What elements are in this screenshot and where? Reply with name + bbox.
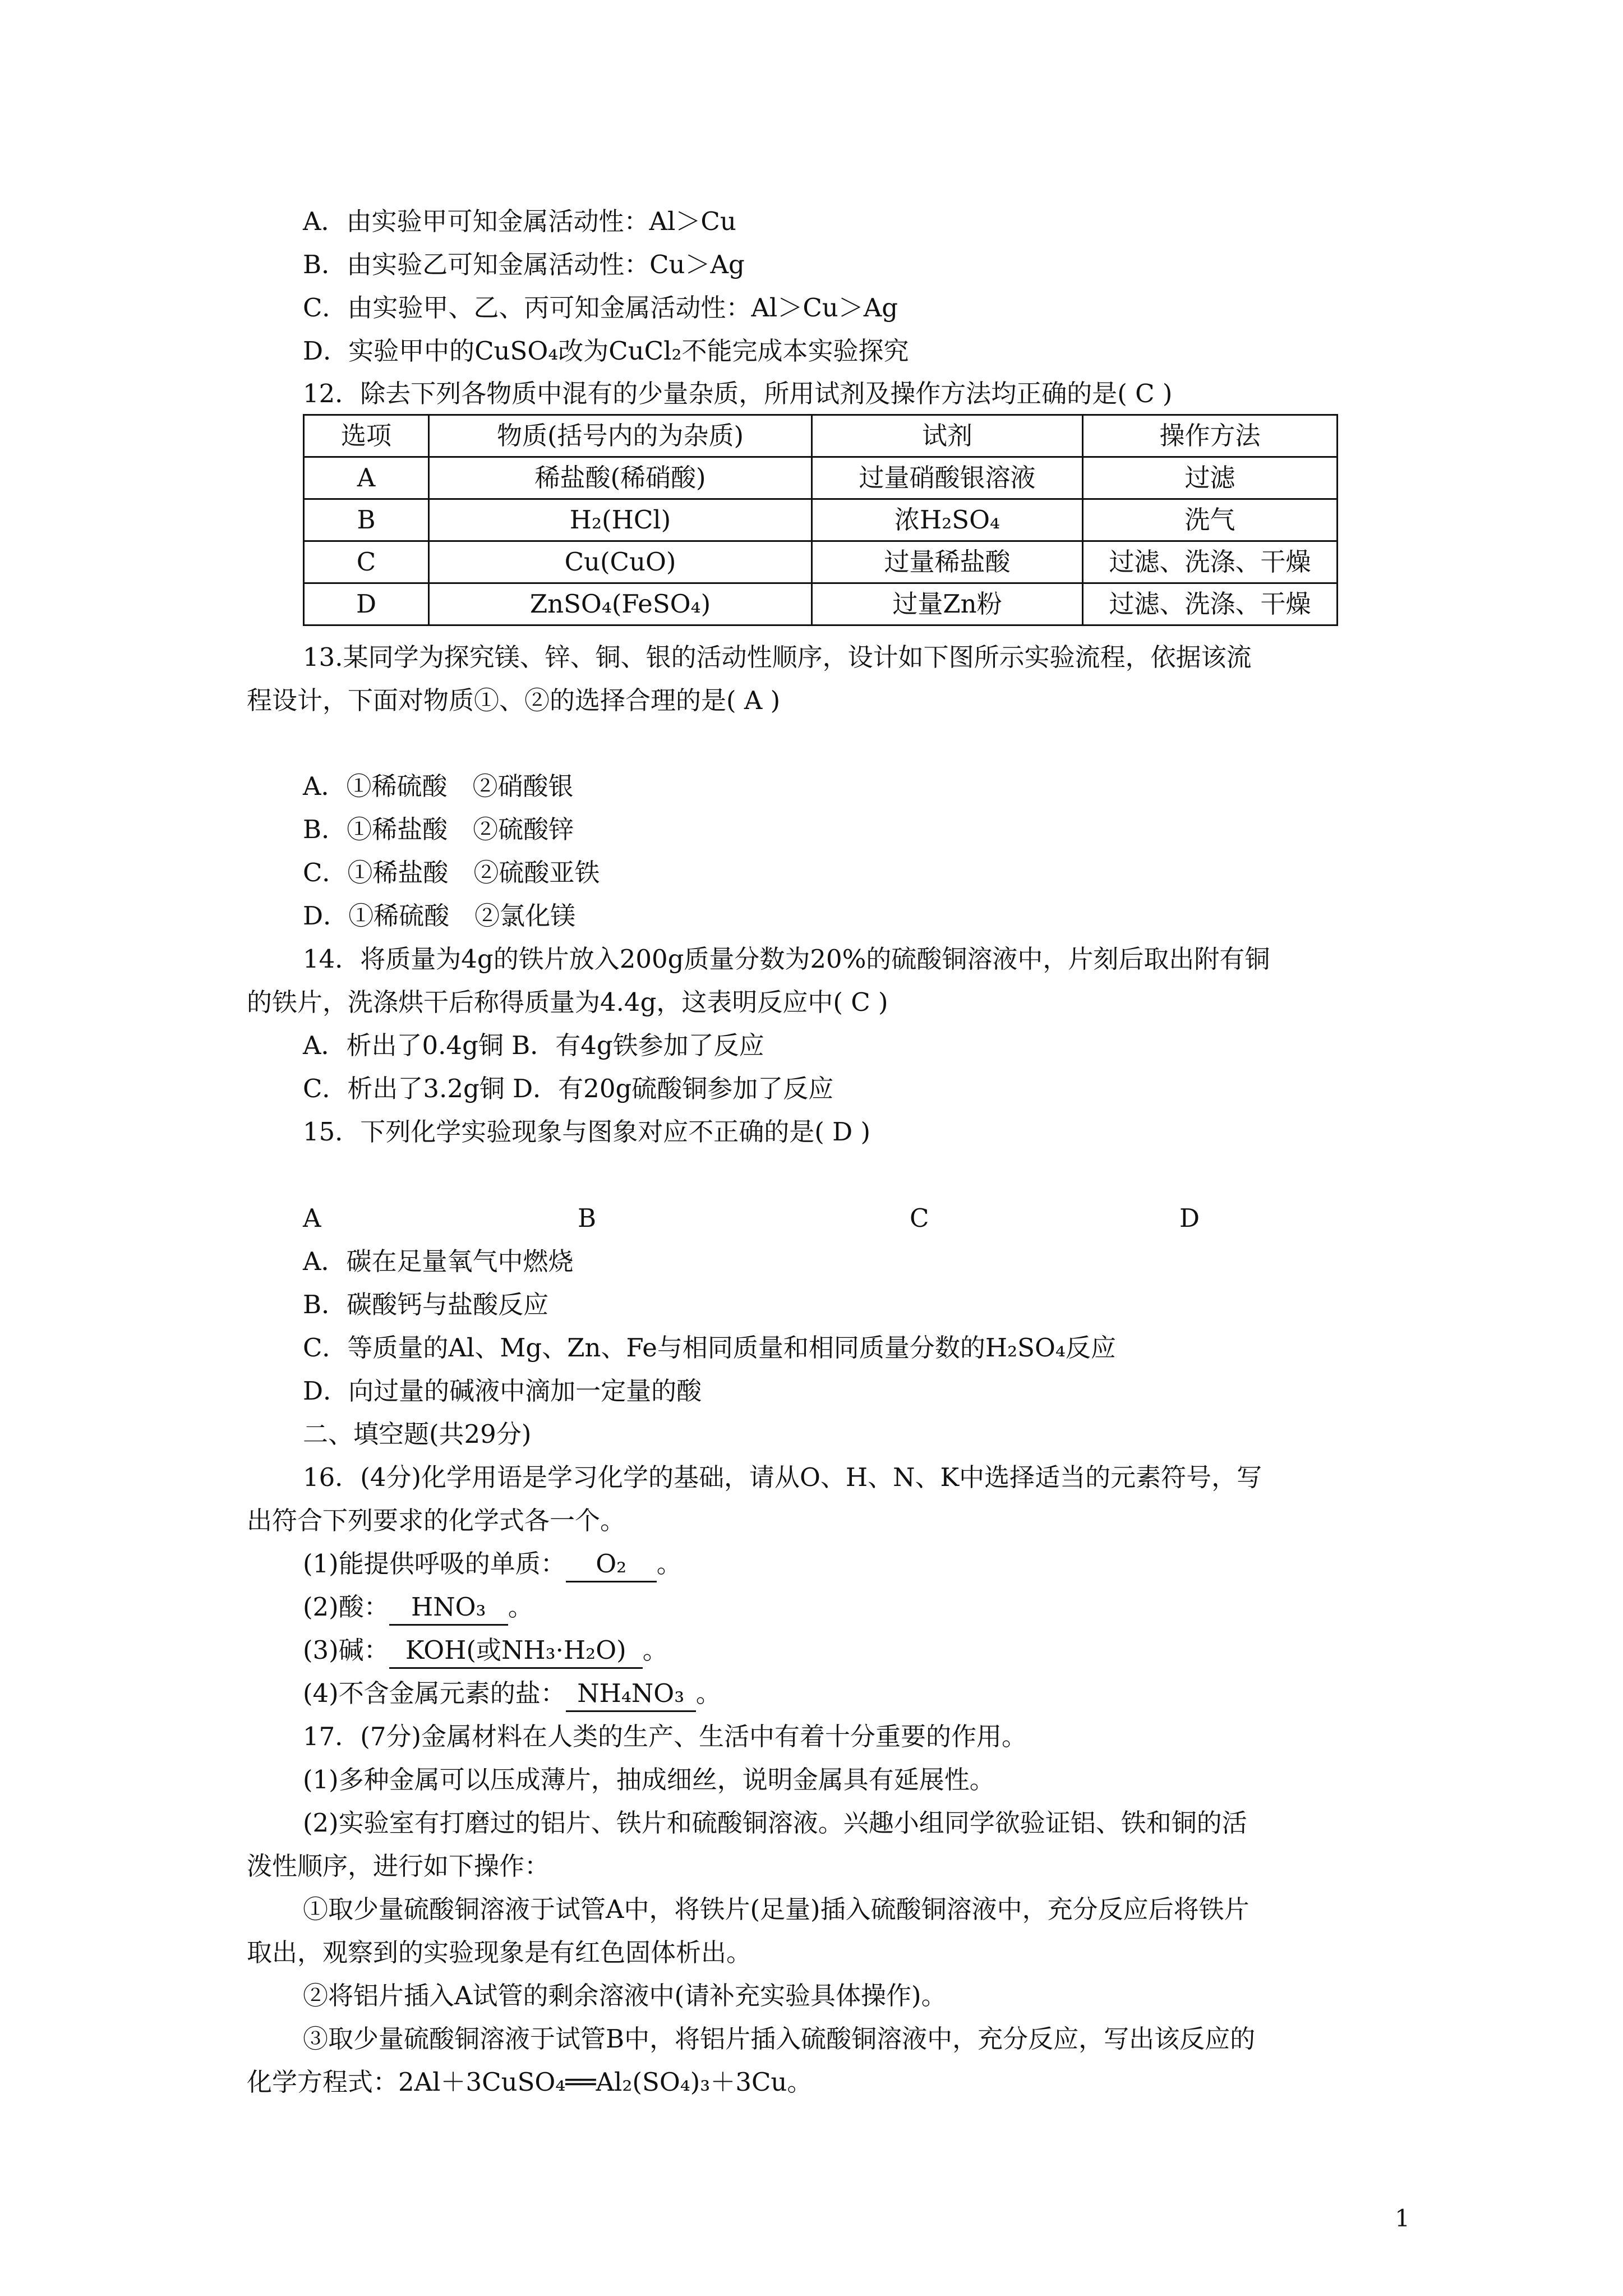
q15-option-b: B．碳酸钙与盐酸反应 (303, 1290, 549, 1319)
q16-stem-line2: 出符合下列要求的化学式各一个。 (247, 1506, 626, 1535)
table-cell: Cu(CuO) (429, 541, 812, 583)
q16-item-3 (303, 1634, 668, 1669)
q16-item-prefix: (2)酸： (303, 1592, 389, 1622)
q15-figure-label-d: D (1179, 1203, 1200, 1233)
q17-line: 化学方程式：2Al＋3CuSO₄══Al₂(SO₄)₃＋3Cu。 (247, 2067, 813, 2097)
q16-item-2 (303, 1590, 533, 1626)
q12-table (303, 414, 1338, 626)
table-cell: 过滤、洗涤、干燥 (1083, 541, 1338, 583)
table-row (304, 541, 1338, 583)
q13-option-b: B．①稀盐酸 ②硫酸锌 (303, 815, 574, 844)
q13-stem-line2: 程设计，下面对物质①、②的选择合理的是( A ) (247, 685, 781, 715)
q15-figure-label-c: C (910, 1203, 929, 1233)
q16-item-prefix: (4)不含金属元素的盐： (303, 1678, 566, 1708)
q16-item-suffix: 。 (508, 1592, 533, 1622)
q13-stem-line1: 13.某同学为探究镁、锌、铜、银的活动性顺序，设计如下图所示实验流程，依据该流 (303, 642, 1252, 672)
table-cell: 过量硝酸银溶液 (812, 457, 1083, 499)
q15-figure-label-a: A (303, 1203, 321, 1233)
table-cell: C (304, 541, 429, 583)
page-number: 1 (1395, 2205, 1410, 2232)
table-cell: 过滤、洗涤、干燥 (1083, 583, 1338, 625)
q15-stem: 15．下列化学实验现象与图象对应不正确的是( D ) (303, 1117, 871, 1147)
table-cell: ZnSO₄(FeSO₄) (429, 583, 812, 625)
q17-line: (2)实验室有打磨过的铝片、铁片和硫酸铜溶液。兴趣小组同学欲验证铝、铁和铜的活 (303, 1808, 1247, 1838)
table-header-row (304, 415, 1338, 457)
q13-option-d: D．①稀硫酸 ②氯化镁 (303, 901, 576, 931)
answer-blank: HNO₃ (389, 1590, 508, 1626)
q17-line: 取出，观察到的实验现象是有红色固体析出。 (247, 1938, 752, 1967)
table-header: 物质(括号内的为杂质) (429, 415, 812, 457)
q14-stem-line2: 的铁片，洗涤烘干后称得质量为4.4g，这表明反应中( C ) (247, 987, 888, 1017)
q16-item-prefix: (3)碱： (303, 1635, 389, 1665)
q16-item-4 (303, 1677, 721, 1712)
q17-line: 17．(7分)金属材料在人类的生产、生活中有着十分重要的作用。 (303, 1722, 1027, 1751)
q15-option-c: C．等质量的Al、Mg、Zn、Fe与相同质量和相同质量分数的H₂SO₄反应 (303, 1333, 1116, 1363)
answer-blank: O₂ (566, 1547, 657, 1582)
q16-item-suffix: 。 (695, 1678, 721, 1708)
answer-blank: KOH(或NH₃·H₂O) (389, 1634, 643, 1669)
answer-blank: NH₄NO₃ (566, 1677, 696, 1712)
q15-figure-label-b: B (578, 1203, 597, 1233)
q17-line: 泼性顺序，进行如下操作： (247, 1851, 550, 1881)
table-cell: B (304, 499, 429, 541)
q16-item-1 (303, 1547, 682, 1582)
q17-line: ②将铝片插入A试管的剩余溶液中(请补充实验具体操作)。 (303, 1981, 947, 2010)
q17-line: ①取少量硫酸铜溶液于试管A中，将铁片(足量)插入硫酸铜溶液中，充分反应后将铁片 (303, 1894, 1249, 1924)
table-cell: D (304, 583, 429, 625)
table-row (304, 457, 1338, 499)
q16-item-suffix: 。 (656, 1549, 682, 1579)
q17-line: (1)多种金属可以压成薄片，抽成细丝，说明金属具有延展性。 (303, 1765, 995, 1795)
table-cell: H₂(HCl) (429, 499, 812, 541)
q15-option-d: D．向过量的碱液中滴加一定量的酸 (303, 1376, 702, 1406)
table-cell: A (304, 457, 429, 499)
q16-item-prefix: (1)能提供呼吸的单质： (303, 1549, 566, 1579)
table-cell: 过滤 (1083, 457, 1338, 499)
q12-stem: 12．除去下列各物质中混有的少量杂质，所用试剂及操作方法均正确的是( C ) (303, 379, 1173, 408)
q14-stem-line1: 14．将质量为4g的铁片放入200g质量分数为20%的硫酸铜溶液中，片刻后取出附有铜 (303, 944, 1270, 974)
table-cell: 稀盐酸(稀硝酸) (429, 457, 812, 499)
table-header: 试剂 (812, 415, 1083, 457)
table-cell: 洗气 (1083, 499, 1338, 541)
table-cell: 过量稀盐酸 (812, 541, 1083, 583)
table-header: 操作方法 (1083, 415, 1338, 457)
q16-item-suffix: 。 (642, 1635, 668, 1665)
q13-option-c: C．①稀盐酸 ②硫酸亚铁 (303, 858, 600, 887)
q16-stem-line1: 16．(4分)化学用语是学习化学的基础，请从O、H、N、K中选择适当的元素符号，写 (303, 1462, 1262, 1492)
q11-option-d: D．实验甲中的CuSO₄改为CuCl₂不能完成本实验探究 (303, 336, 909, 366)
table-cell: 浓H₂SO₄ (812, 499, 1083, 541)
q13-option-a: A．①稀硫酸 ②硝酸银 (303, 771, 574, 801)
q15-option-a: A．碳在足量氧气中燃烧 (303, 1246, 574, 1276)
section-heading: 二、填空题(共29分) (303, 1419, 532, 1449)
q11-option-b: B．由实验乙可知金属活动性：Cu＞Ag (303, 250, 745, 279)
table-header: 选项 (304, 415, 429, 457)
q11-option-a: A．由实验甲可知金属活动性：Al＞Cu (303, 206, 736, 236)
q14-option-ab: A．析出了0.4g铜 B．有4g铁参加了反应 (303, 1030, 764, 1060)
q11-option-c: C．由实验甲、乙、丙可知金属活动性：Al＞Cu＞Ag (303, 293, 898, 323)
table-row (304, 499, 1338, 541)
q14-option-cd: C．析出了3.2g铜 D．有20g硫酸铜参加了反应 (303, 1074, 834, 1103)
table-row (304, 583, 1338, 625)
q17-line: ③取少量硫酸铜溶液于试管B中，将铝片插入硫酸铜溶液中，充分反应，写出该反应的 (303, 2024, 1256, 2054)
table-cell: 过量Zn粉 (812, 583, 1083, 625)
